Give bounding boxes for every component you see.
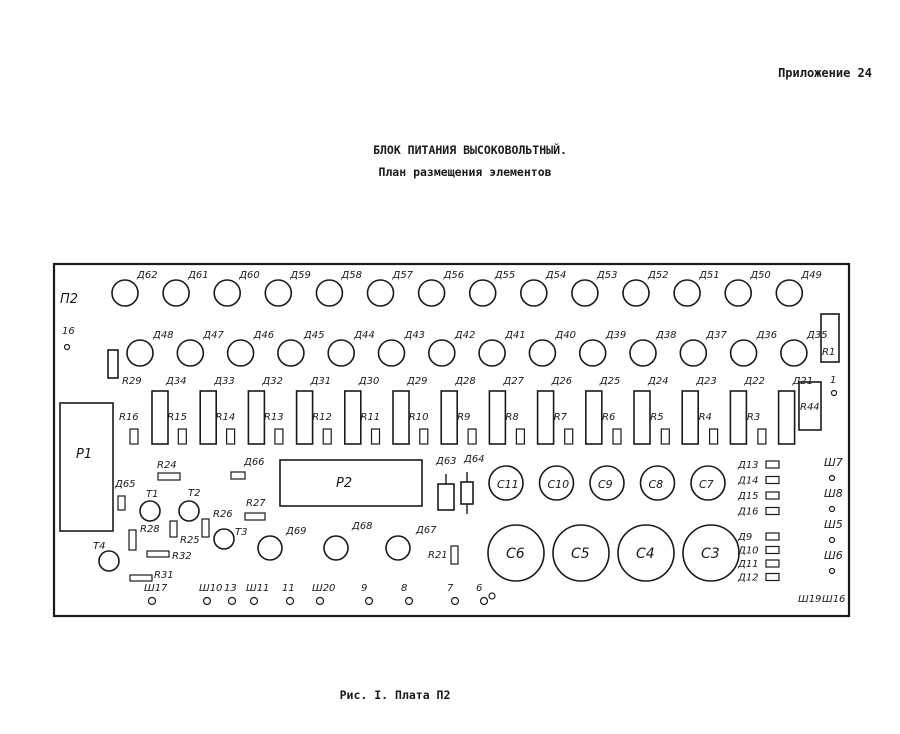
resistor-label: R16 — [119, 412, 139, 423]
diode-label: Д56 — [443, 270, 465, 281]
resistor-label: R28 — [140, 524, 160, 535]
diode-circle — [429, 340, 455, 366]
diode-label: Д9 — [738, 532, 753, 543]
connector-pad — [830, 507, 835, 512]
diode-body — [200, 391, 216, 444]
resistor-body — [516, 429, 524, 444]
resistor-label: R9 — [457, 412, 471, 423]
diode-label: Д66 — [244, 457, 265, 468]
resistor-r28 — [129, 530, 136, 550]
resistor-r25 — [170, 521, 177, 537]
diode-label: Д14 — [738, 475, 759, 487]
diode-label: Д44 — [354, 330, 375, 341]
diode-label: Д12 — [738, 572, 759, 584]
resistor-body — [758, 429, 766, 444]
diode-circle — [328, 340, 354, 366]
diode-body — [779, 391, 795, 444]
resistor-label: R26 — [213, 509, 233, 520]
connector-label: Ш19 — [798, 594, 822, 605]
pin-pad — [229, 598, 236, 605]
diode-label: Д63 — [436, 456, 457, 467]
resistor-r29 — [108, 350, 118, 378]
diode-body — [730, 391, 746, 444]
diode-body — [634, 391, 650, 444]
board-name-label: П2 — [60, 292, 79, 307]
relay-label: P2 — [336, 476, 353, 491]
pin-label: 16 — [62, 326, 75, 337]
diode-label: Д29 — [407, 376, 428, 387]
capacitor-label: C11 — [497, 478, 519, 491]
diode-label: Д32 — [262, 376, 283, 387]
resistor-label: R3 — [746, 412, 761, 423]
diode-circle — [580, 340, 606, 366]
diode-d63 — [438, 484, 454, 510]
resistor-body — [227, 429, 235, 444]
diode-body — [586, 391, 602, 444]
diode-body — [441, 391, 457, 444]
resistor-label: R8 — [505, 412, 519, 423]
diode-label: Д46 — [253, 330, 275, 341]
diode-circle — [379, 340, 405, 366]
diode-circle — [316, 280, 342, 306]
resistor-r26 — [202, 519, 209, 537]
diode-label: Д24 — [648, 376, 669, 387]
resistor-body — [130, 429, 138, 444]
pin-label: Ш11 — [246, 583, 270, 594]
pin-label: Ш17 — [144, 583, 168, 594]
diode-label: Д39 — [605, 330, 627, 341]
pin-pad — [406, 598, 413, 605]
diode-circle — [368, 280, 394, 306]
resistor-label: R5 — [650, 412, 664, 423]
diode-d65 — [118, 496, 125, 510]
diode-label: Д58 — [341, 270, 362, 281]
resistor-label: R13 — [263, 412, 284, 423]
pin-pad — [832, 391, 837, 396]
capacitor-label: C8 — [648, 478, 664, 491]
pin-label: 13 — [224, 583, 237, 594]
diode-body — [152, 391, 168, 444]
resistor-label: R44 — [800, 402, 820, 413]
resistor-body — [275, 429, 283, 444]
resistor-r32 — [147, 551, 169, 557]
resistor-label: R1 — [822, 347, 836, 358]
figure-caption: Рис. I. Плата П2 — [339, 688, 451, 702]
transistor-t2 — [179, 501, 199, 521]
transistor-label: T2 — [188, 488, 201, 499]
diode-label: Д28 — [455, 376, 476, 387]
transistor-t3 — [214, 529, 234, 549]
resistor-label: R4 — [698, 412, 712, 423]
pin-label: 6 — [476, 583, 483, 594]
pin-label: 8 — [401, 583, 408, 594]
diode-body — [393, 391, 409, 444]
diode-circle — [674, 280, 700, 306]
pin-pad — [489, 593, 495, 599]
capacitor-label: C10 — [547, 478, 570, 491]
diode-circle — [529, 340, 555, 366]
diode-label: Д47 — [203, 330, 224, 341]
capacitor-label: C9 — [598, 478, 613, 491]
diode-label: Д68 — [352, 521, 373, 532]
connector-label: Ш5 — [824, 518, 843, 531]
diode-label: Д45 — [303, 330, 325, 341]
diode-body — [345, 391, 361, 444]
resistor-body — [323, 429, 331, 444]
diode-body — [682, 391, 698, 444]
resistor-label: R31 — [154, 570, 174, 581]
pin-label: 9 — [361, 583, 368, 594]
diode-label: Д33 — [214, 376, 235, 387]
pin-pad — [366, 598, 373, 605]
diode-circle — [623, 280, 649, 306]
diode-body — [766, 533, 779, 540]
diode-circle — [731, 340, 757, 366]
diode-label: Д51 — [699, 270, 720, 281]
transistor-t1 — [140, 501, 160, 521]
resistor-r21 — [451, 546, 458, 564]
diode-label: Д64 — [464, 454, 485, 465]
diode-label: Д21 — [792, 376, 814, 387]
pin-pad — [452, 598, 459, 605]
pin-pad — [287, 598, 294, 605]
diode-circle — [177, 340, 203, 366]
resistor-body — [661, 429, 669, 444]
diode-label: Д37 — [706, 330, 727, 341]
capacitor-label: C4 — [636, 546, 655, 562]
diode-label: Д61 — [188, 270, 209, 281]
diode-body — [766, 477, 779, 484]
resistor-label: R25 — [180, 535, 200, 546]
diode-d69 — [258, 536, 282, 560]
diode-body — [248, 391, 264, 444]
resistor-body — [420, 429, 428, 444]
diode-label: Д31 — [310, 376, 332, 387]
pin-label: Ш10 — [199, 583, 223, 594]
diode-label: Д53 — [596, 270, 618, 281]
resistor-body — [468, 429, 476, 444]
resistor-label: R29 — [122, 376, 142, 387]
resistor-label: R27 — [246, 498, 266, 509]
resistor-label: R21 — [428, 550, 448, 561]
capacitor-label: C3 — [701, 546, 720, 562]
connector-label: Ш8 — [824, 487, 843, 500]
transistor-t4 — [99, 551, 119, 571]
pin-pad — [251, 598, 258, 605]
diode-circle — [265, 280, 291, 306]
diode-label: Д65 — [115, 479, 136, 490]
resistor-r27 — [245, 513, 265, 520]
generated-parts — [112, 270, 846, 605]
diode-body — [538, 391, 554, 444]
diode-circle — [479, 340, 505, 366]
diode-label: Д67 — [416, 525, 437, 536]
diode-circle — [419, 280, 445, 306]
diode-circle — [112, 280, 138, 306]
relay-label: P1 — [76, 447, 93, 462]
diode-label: Д34 — [166, 376, 187, 387]
diode-label: Д10 — [738, 545, 759, 557]
pin-pad — [65, 345, 70, 350]
resistor-label: R24 — [157, 460, 177, 471]
diode-label: Д26 — [551, 376, 573, 387]
pin-pad — [317, 598, 324, 605]
transistor-label: T1 — [146, 489, 159, 500]
diode-d64 — [461, 482, 473, 504]
diode-label: Д25 — [599, 376, 621, 387]
diode-label: Д52 — [648, 270, 669, 281]
capacitor-label: C6 — [506, 546, 525, 562]
diode-body — [297, 391, 313, 444]
diode-label: Д43 — [404, 330, 426, 341]
diode-circle — [228, 340, 254, 366]
diode-label: Д15 — [738, 491, 759, 502]
connector-label: Ш16 — [822, 594, 846, 605]
connector-pad — [830, 569, 835, 574]
diode-label: Д40 — [555, 330, 576, 341]
resistor-body — [178, 429, 186, 444]
diode-body — [766, 547, 779, 554]
connector-label: Ш6 — [824, 549, 843, 562]
diode-label: Д50 — [750, 270, 771, 281]
resistor-label: R6 — [602, 412, 616, 423]
transistor-label: T4 — [93, 541, 106, 552]
diode-label: Д41 — [505, 330, 526, 341]
diode-circle — [781, 340, 807, 366]
diode-body — [766, 574, 779, 581]
diode-label: Д27 — [503, 376, 524, 387]
diode-body — [489, 391, 505, 444]
diode-d66 — [231, 472, 245, 479]
diode-label: Д11 — [738, 559, 759, 570]
connector-label: Ш7 — [824, 456, 843, 469]
pin-label: 7 — [447, 583, 454, 594]
resistor-label: R15 — [167, 412, 187, 423]
diode-label: Д49 — [801, 270, 822, 281]
resistor-body — [613, 429, 621, 444]
diode-circle — [630, 340, 656, 366]
diode-label: Д59 — [290, 270, 311, 281]
diode-d67 — [386, 536, 410, 560]
resistor-label: R14 — [215, 412, 236, 423]
pin-pad — [149, 598, 156, 605]
diode-label: Д54 — [545, 270, 567, 281]
resistor-body — [710, 429, 718, 444]
diode-label: Д55 — [494, 270, 516, 281]
resistor-label: R10 — [408, 412, 429, 423]
resistor-r24 — [158, 473, 180, 480]
diode-label: Д22 — [744, 376, 765, 387]
diode-circle — [776, 280, 802, 306]
diode-circle — [214, 280, 240, 306]
capacitor-label: C5 — [571, 546, 590, 562]
resistor-label: R7 — [553, 412, 568, 423]
connector-pad — [830, 538, 835, 543]
diode-circle — [572, 280, 598, 306]
appendix-label: Приложение 24 — [778, 66, 872, 80]
resistor-label: R11 — [360, 412, 381, 423]
diode-body — [766, 461, 779, 468]
diode-circle — [680, 340, 706, 366]
diode-label: Д48 — [153, 330, 174, 341]
diode-circle — [521, 280, 547, 306]
diode-d68 — [324, 536, 348, 560]
pin-label: 1 — [830, 375, 837, 386]
resistor-body — [565, 429, 573, 444]
resistor-label: R32 — [172, 551, 192, 562]
diode-label: Д57 — [392, 270, 414, 281]
diode-label: Д42 — [454, 330, 476, 341]
diode-label: Д69 — [286, 526, 307, 537]
pin-pad — [481, 598, 488, 605]
diode-body — [766, 508, 779, 515]
page-subtitle: План размещения элементов — [378, 165, 552, 179]
diode-label: Д30 — [358, 376, 380, 387]
transistor-label: T3 — [235, 527, 248, 538]
diode-label: Д35 — [806, 330, 828, 341]
diode-circle — [163, 280, 189, 306]
relay-p1 — [60, 403, 113, 531]
diode-circle — [725, 280, 751, 306]
resistor-r31 — [130, 575, 152, 581]
resistor-body — [372, 429, 380, 444]
diode-label: Д23 — [696, 376, 717, 387]
diode-circle — [470, 280, 496, 306]
pin-label: Ш20 — [312, 583, 336, 594]
capacitor-label: C7 — [699, 478, 714, 491]
diode-body — [766, 492, 779, 499]
page-title: БЛОК ПИТАНИЯ ВЫСОКОВОЛЬТНЫЙ. — [373, 143, 567, 157]
resistor-label: R12 — [312, 412, 332, 423]
diode-body — [766, 560, 779, 567]
diode-label: Д38 — [656, 330, 677, 341]
pin-label: 11 — [282, 583, 295, 594]
diode-label: Д13 — [738, 460, 759, 471]
diode-circle — [127, 340, 153, 366]
diode-circle — [278, 340, 304, 366]
diode-label: Д60 — [239, 270, 260, 281]
diode-label: Д16 — [738, 506, 759, 518]
connector-pad — [830, 476, 835, 481]
diode-label: Д62 — [137, 270, 158, 281]
diode-label: Д36 — [756, 330, 778, 341]
pin-pad — [204, 598, 211, 605]
